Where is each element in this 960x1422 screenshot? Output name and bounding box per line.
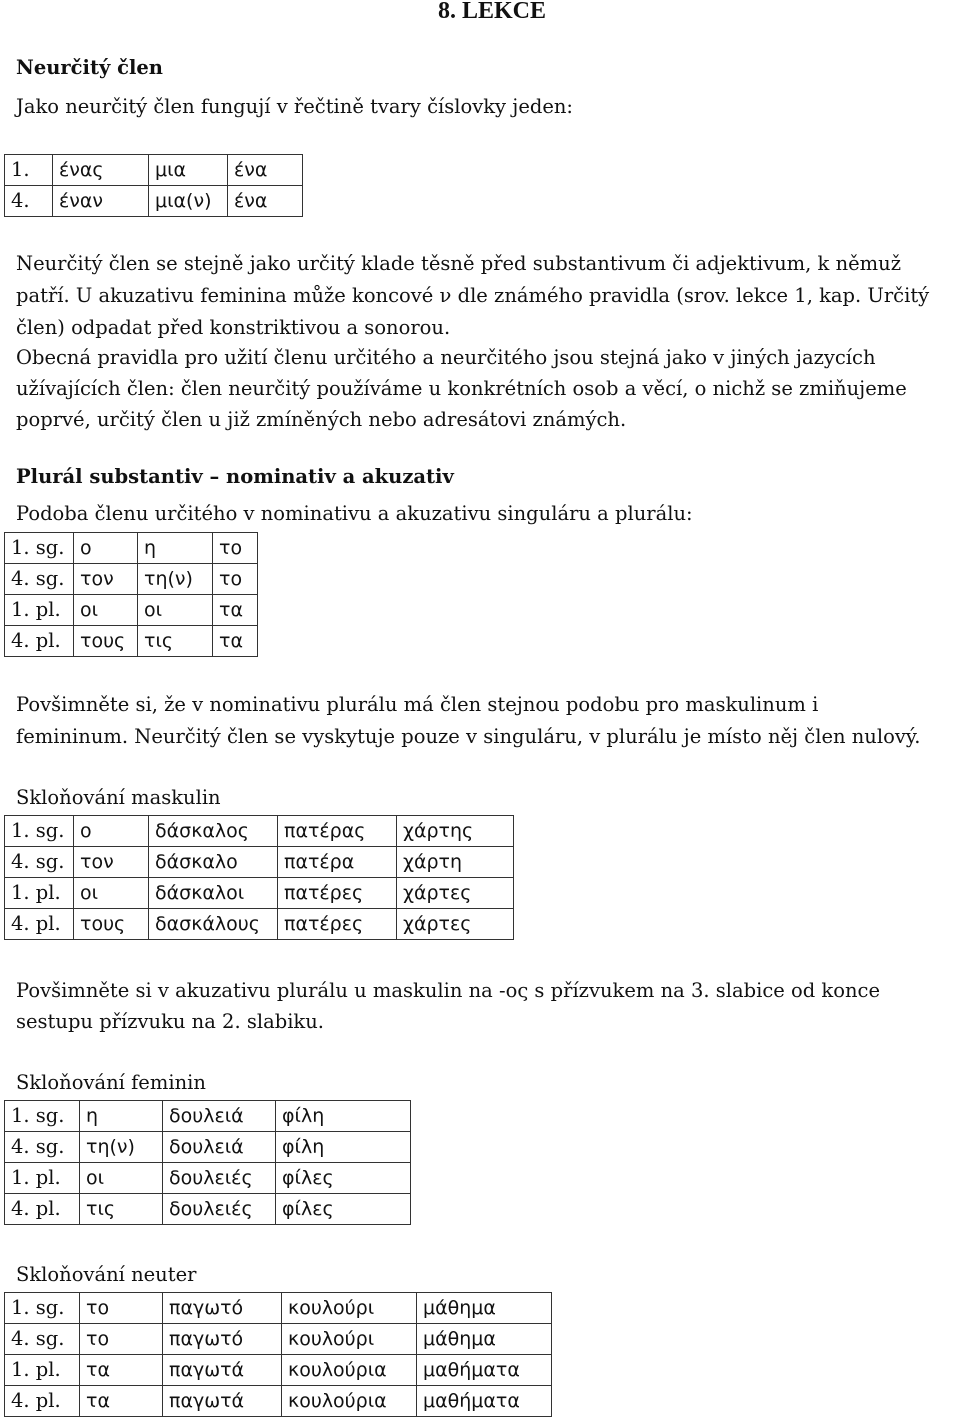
table-row (5, 564, 258, 595)
table-cell: δουλειές (163, 1163, 276, 1194)
table-cell: η (80, 1101, 163, 1132)
indef-table (4, 154, 303, 217)
table-cell: 4. sg. (5, 564, 74, 595)
table-cell: μαθήματα (417, 1355, 552, 1386)
table-cell: πατέρας (278, 816, 397, 847)
table-cell: φίλη (276, 1101, 411, 1132)
table-row (5, 155, 303, 186)
table-row (5, 847, 514, 878)
table-cell: δάσκαλος (149, 816, 278, 847)
table-cell: χάρτες (397, 878, 514, 909)
table-cell: δασκάλους (149, 909, 278, 940)
table-cell: κουλούρια (282, 1355, 417, 1386)
table-cell: οι (74, 595, 138, 626)
table-cell: τις (80, 1194, 163, 1225)
table-cell: κουλούρι (282, 1293, 417, 1324)
table-row (5, 1324, 552, 1355)
table-cell: πατέρες (278, 909, 397, 940)
table-row (5, 595, 258, 626)
neut-heading: Skloňování neuter (16, 1263, 197, 1286)
table-cell: το (80, 1324, 163, 1355)
table-cell: 4. sg. (5, 1132, 80, 1163)
indef-intro: Jako neurčitý člen fungují v řečtině tvary číslovky jeden: (16, 95, 574, 118)
table-cell: χάρτη (397, 847, 514, 878)
table-cell: παγωτά (163, 1386, 282, 1417)
table-cell: τον (74, 564, 138, 595)
table-cell: δουλειά (163, 1101, 276, 1132)
table-row (5, 1101, 411, 1132)
table-cell: μια(ν) (149, 186, 228, 217)
table-cell: μάθημα (417, 1293, 552, 1324)
lesson-title: 8. LEKCE (438, 0, 547, 24)
table-cell: χάρτης (397, 816, 514, 847)
usage-para-line: Obecná pravidla pro užití členu určitého a neurčitého jsou stejná jako v jiných jazycích (16, 346, 876, 369)
table-cell: 4. (5, 186, 53, 217)
table-cell: 4. pl. (5, 1386, 80, 1417)
table-cell: δουλειά (163, 1132, 276, 1163)
table-cell: παγωτό (163, 1293, 282, 1324)
table-cell: παγωτό (163, 1324, 282, 1355)
table-cell: κουλούρια (282, 1386, 417, 1417)
table-cell: τη(ν) (138, 564, 213, 595)
table-cell: τη(ν) (80, 1132, 163, 1163)
table-row (5, 1355, 552, 1386)
table-cell: τα (80, 1386, 163, 1417)
table-cell: φίλες (276, 1194, 411, 1225)
table-cell: μάθημα (417, 1324, 552, 1355)
table-row (5, 1163, 411, 1194)
table-row (5, 1194, 411, 1225)
fem-table (4, 1100, 411, 1225)
table-cell: τα (80, 1355, 163, 1386)
table-cell: μαθήματα (417, 1386, 552, 1417)
table-cell: 1. pl. (5, 595, 74, 626)
table-cell: 4. sg. (5, 1324, 80, 1355)
table-cell: δουλειές (163, 1194, 276, 1225)
table-row (5, 1293, 552, 1324)
plural-note-line: Povšimněte si, že v nominativu plurálu má člen stejnou podobu pro maskulinum i (16, 693, 819, 716)
table-cell: ένα (228, 155, 303, 186)
table-cell: τους (74, 909, 149, 940)
usage-para-line: poprvé, určitý člen u již zmíněných nebo adresátovi známých. (16, 408, 627, 431)
table-cell: 1. sg. (5, 1293, 80, 1324)
table-cell: 1. sg. (5, 1101, 80, 1132)
indef-para-line: Neurčitý člen se stejně jako určitý klade těsně před substantivum či adjektivum, k němuž (16, 252, 901, 275)
table-cell: 1. pl. (5, 1163, 80, 1194)
table-row (5, 533, 258, 564)
table-row (5, 1386, 552, 1417)
table-cell: 4. sg. (5, 847, 74, 878)
table-cell: χάρτες (397, 909, 514, 940)
table-cell: 1. pl. (5, 1355, 80, 1386)
indef-heading: Neurčitý člen (16, 56, 163, 79)
plural-intro: Podoba členu určitého v nominativu a akuzativu singuláru a plurálu: (16, 502, 693, 525)
plural-heading: Plurál substantiv – nominativ a akuzativ (16, 465, 454, 488)
plural-note-line: femininum. Neurčitý člen se vyskytuje pouze v singuláru, v plurálu je místo něj člen nulový. (16, 725, 921, 748)
table-cell: οι (80, 1163, 163, 1194)
table-cell: ο (74, 533, 138, 564)
table-cell: έναν (53, 186, 149, 217)
table-row (5, 186, 303, 217)
table-cell: οι (138, 595, 213, 626)
table-cell: 4. pl. (5, 909, 74, 940)
table-cell: 1. sg. (5, 533, 74, 564)
table-cell: το (213, 564, 258, 595)
table-cell: ένα (228, 186, 303, 217)
table-cell: τα (213, 595, 258, 626)
table-cell: η (138, 533, 213, 564)
table-cell: τις (138, 626, 213, 657)
table-cell: το (80, 1293, 163, 1324)
fem-heading: Skloňování feminin (16, 1071, 206, 1094)
table-cell: τα (213, 626, 258, 657)
table-cell: δάσκαλο (149, 847, 278, 878)
indef-para-line: patří. U akuzativu feminina může koncové ν dle známého pravidla (srov. lekce 1, kap. Určitý (16, 284, 930, 307)
table-cell: παγωτά (163, 1355, 282, 1386)
table-row (5, 909, 514, 940)
table-cell: ένας (53, 155, 149, 186)
table-row (5, 626, 258, 657)
usage-para-line: užívajících člen: člen neurčitý používáme u konkrétních osob a věcí, o nichž se zmiňujeme (16, 377, 907, 400)
table-cell: 1. pl. (5, 878, 74, 909)
table-cell: 1. (5, 155, 53, 186)
masc-note-line: sestupu přízvuku na 2. slabiku. (16, 1010, 325, 1033)
masc-note-line: Povšimněte si v akuzativu plurálu u maskulin na -ος s přízvukem na 3. slabice od konce (16, 979, 881, 1002)
masc-table (4, 815, 514, 940)
table-cell: οι (74, 878, 149, 909)
table-cell: δάσκαλοι (149, 878, 278, 909)
table-cell: πατέρες (278, 878, 397, 909)
table-cell: φίλη (276, 1132, 411, 1163)
neut-table (4, 1292, 552, 1417)
table-cell: τον (74, 847, 149, 878)
table-row (5, 816, 514, 847)
table-cell: κουλούρι (282, 1324, 417, 1355)
indef-para-line: člen) odpadat před konstriktivou a sonorou. (16, 316, 451, 339)
table-cell: 4. pl. (5, 626, 74, 657)
masc-heading: Skloňování maskulin (16, 786, 221, 809)
article-table (4, 532, 258, 657)
table-cell: πατέρα (278, 847, 397, 878)
table-row (5, 878, 514, 909)
table-cell: φίλες (276, 1163, 411, 1194)
table-row (5, 1132, 411, 1163)
table-cell: 1. sg. (5, 816, 74, 847)
table-cell: μια (149, 155, 228, 186)
table-cell: 4. pl. (5, 1194, 80, 1225)
table-cell: ο (74, 816, 149, 847)
table-cell: το (213, 533, 258, 564)
table-cell: τους (74, 626, 138, 657)
